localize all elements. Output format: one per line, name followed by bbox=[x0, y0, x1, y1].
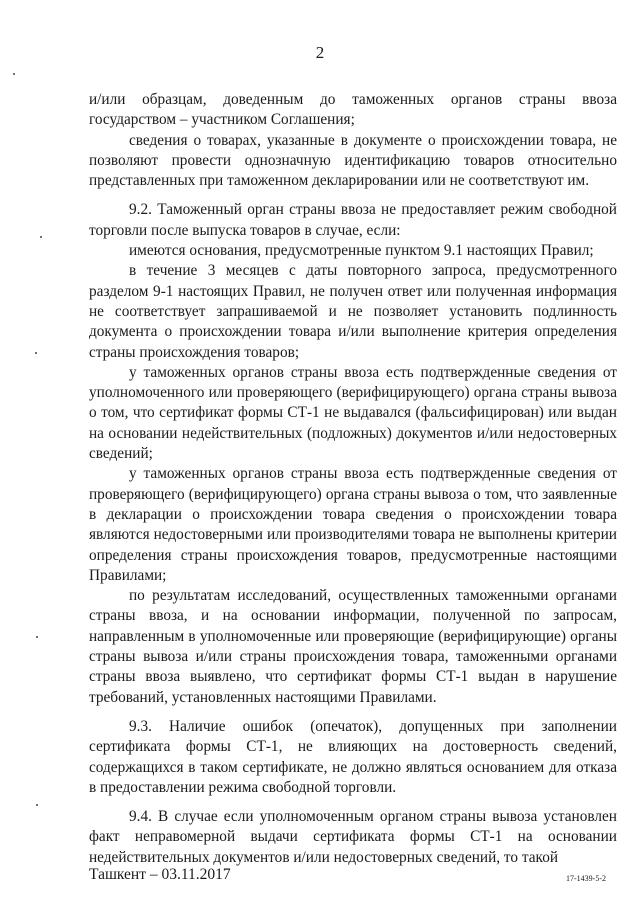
footer-doc-code: 17-1439-5-2 bbox=[566, 874, 606, 883]
scan-speck bbox=[40, 236, 42, 238]
paragraph: сведения о товарах, указанные в документе о происхождении товара, не позволяют провести однозначную идентификацию товаров относительно представленных при таможенном декларировании или не соответствуют им. bbox=[89, 131, 617, 190]
paragraph: 9.3. Наличие ошибок (опечаток), допущенных при заполнении сертификата формы СТ-1, не влияющих на достоверность сведений, содержащихся в таком сертификате, не должно являться основанием для отказа в предоставлении режима свободной торговли. bbox=[89, 717, 617, 796]
paragraph: у таможенных органов страны ввоза есть подтвержденные сведения от уполномоченного или проверяющего (верифицирующего) органа страны вывоза о том, что сертификат формы СТ-1 не выдавался (фальсифицирован) или выдан на основании недействительных (подложных) документов и/или недостоверных сведений; bbox=[89, 363, 617, 463]
paragraph: имеются основания, предусмотренные пунктом 9.1 настоящих Правил; bbox=[129, 242, 594, 260]
scan-speck bbox=[36, 804, 38, 806]
page-number: 2 bbox=[315, 43, 325, 62]
paragraph: по результатам исследований, осуществленных таможенными органами страны ввоза, и на основании информации, полученной по запросам, направленным в уполномоченные или проверяющие (верифицирующие) органы страны вывоза и/или страны происхождения товара, таможенными органами страны ввоза выявлено, что сертификат формы СТ-1 выдан в нарушение требований, установленных настоящими Правилами. bbox=[89, 587, 617, 706]
footer-place-date: Ташкент – 03.11.2017 bbox=[89, 866, 231, 883]
paragraph: и/или образцам, доведенным до таможенных органов страны ввоза государством – участником Соглашения; bbox=[89, 91, 617, 129]
paragraph: 9.4. В случае если уполномоченным органом страны вывоза установлен факт неправомерной выдачи сертификата формы СТ-1 на основании недействительных документов и/или недостоверных сведений, то такой bbox=[89, 808, 617, 866]
paragraph: в течение 3 месяцев с даты повторного запроса, предусмотренного разделом 9-1 настоящих Правил, не получен ответ или полученная информация не соответствует запрашиваемой и не позволяет установить подлинность документа о происхождении товара и/или выполнение критерия определения страны происхождения товаров; bbox=[89, 262, 617, 361]
paragraph: 9.2. Таможенный орган страны ввоза не предоставляет режим свободной торговли после выпуска товаров в случае, если: bbox=[89, 201, 617, 239]
document-body bbox=[89, 90, 617, 868]
scan-speck bbox=[35, 352, 37, 354]
paragraph: у таможенных органов страны ввоза есть подтвержденные сведения от проверяющего (верифицирующего) органа страны вывоза о том, что заявленные в декларации о происхождении товара сведения о происхождении товара являются недостоверными или производителями товара не выполнены критерии определения страны происхождения товаров, предусмотренные настоящими Правилами; bbox=[89, 465, 617, 584]
scan-speck bbox=[36, 636, 38, 638]
scan-speck bbox=[13, 73, 15, 75]
